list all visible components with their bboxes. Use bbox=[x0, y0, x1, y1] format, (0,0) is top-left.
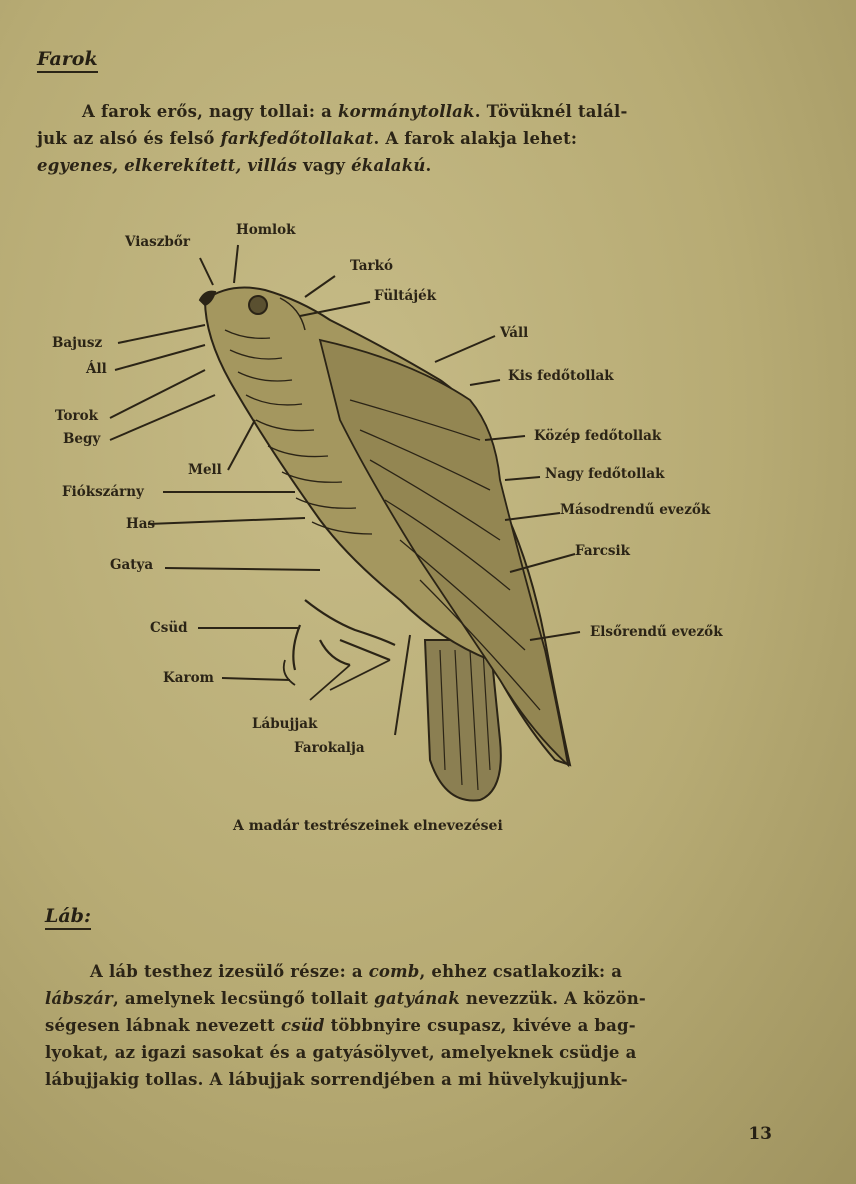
label-gatya: Gatya bbox=[110, 557, 154, 573]
label-kozep-fedotollak: Közép fedőtollak bbox=[534, 428, 662, 444]
figure-caption: A madár testrészeinek elnevezései bbox=[233, 818, 503, 834]
text-line bbox=[45, 1039, 775, 1066]
text-run: nevezzük. A közön- bbox=[459, 989, 646, 1008]
text-run: . A farok alakja lehet: bbox=[373, 129, 578, 148]
text-run: . bbox=[425, 156, 432, 175]
text-line bbox=[45, 1066, 775, 1093]
text-run: lábujjakig tollas. A lábujjak sorrendjében a mi hüvelykujjunk- bbox=[45, 1070, 628, 1089]
italic-term: egyenes, elkerekített, villás bbox=[37, 156, 298, 175]
text-line bbox=[45, 985, 775, 1012]
label-karom: Karom bbox=[163, 670, 214, 686]
italic-term: farkfedőtollakat bbox=[220, 129, 374, 148]
text-line bbox=[37, 152, 767, 179]
label-vall: Váll bbox=[500, 325, 529, 341]
text-line bbox=[45, 958, 775, 985]
bird-figure bbox=[0, 200, 856, 860]
text-line bbox=[45, 1012, 775, 1039]
label-torok: Torok bbox=[55, 408, 98, 424]
label-labujjak: Lábujjak bbox=[252, 716, 318, 732]
section-heading-lab: Láb: bbox=[45, 905, 91, 930]
label-fultajek: Fültájék bbox=[374, 288, 437, 304]
label-farcsik: Farcsik bbox=[575, 543, 631, 559]
italic-term: csüd bbox=[280, 1016, 325, 1035]
label-farokalja: Farokalja bbox=[294, 740, 365, 756]
italic-term: ékalakú bbox=[351, 156, 426, 175]
text-run: A láb testhez izesülő része: a bbox=[90, 962, 369, 981]
text-line bbox=[37, 98, 767, 125]
text-run: lyokat, az igazi sasokat és a gatyásölyvet, amelyeknek csüdje a bbox=[45, 1043, 637, 1062]
label-tarko: Tarkó bbox=[350, 258, 393, 274]
section-heading-farok: Farok bbox=[37, 48, 98, 73]
text-run: A farok erős, nagy tollai: a bbox=[82, 102, 338, 121]
text-run: vagy bbox=[297, 156, 352, 175]
page-number: 13 bbox=[748, 1124, 772, 1144]
label-has: Has bbox=[126, 516, 156, 532]
text-run: , amelynek lecsüngő tollait bbox=[112, 989, 375, 1008]
italic-term: gatyának bbox=[374, 989, 460, 1008]
label-fiokszarny: Fiókszárny bbox=[62, 484, 144, 500]
label-masodrendu-evezok: Másodrendű evezők bbox=[560, 502, 711, 518]
text-line bbox=[37, 125, 767, 152]
label-homlok: Homlok bbox=[236, 222, 296, 238]
label-bajusz: Bajusz bbox=[52, 335, 103, 351]
text-run: többnyire csupasz, kivéve a bag- bbox=[324, 1016, 636, 1035]
text-run: juk az alsó és felső bbox=[37, 129, 221, 148]
label-all: Áll bbox=[86, 361, 107, 377]
label-kis-fedotollak: Kis fedőtollak bbox=[508, 368, 614, 384]
italic-term: comb bbox=[368, 962, 420, 981]
italic-term: lábszár bbox=[45, 989, 113, 1008]
italic-term: kormánytollak bbox=[337, 102, 475, 121]
text-run: , ehhez csatlakozik: a bbox=[419, 962, 623, 981]
text-run: ségesen lábnak nevezett bbox=[45, 1016, 281, 1035]
label-begy: Begy bbox=[63, 431, 101, 447]
label-nagy-fedotollak: Nagy fedőtollak bbox=[545, 466, 665, 482]
paragraph-farok bbox=[37, 98, 767, 179]
text-run: . Tövüknél talál- bbox=[474, 102, 628, 121]
label-viaszbor: Viaszbőr bbox=[125, 234, 190, 250]
label-csud: Csüd bbox=[150, 620, 188, 636]
paragraph-lab bbox=[45, 958, 775, 1093]
label-mell: Mell bbox=[188, 462, 222, 478]
label-elsorendu-evezok: Elsőrendű evezők bbox=[590, 624, 723, 640]
